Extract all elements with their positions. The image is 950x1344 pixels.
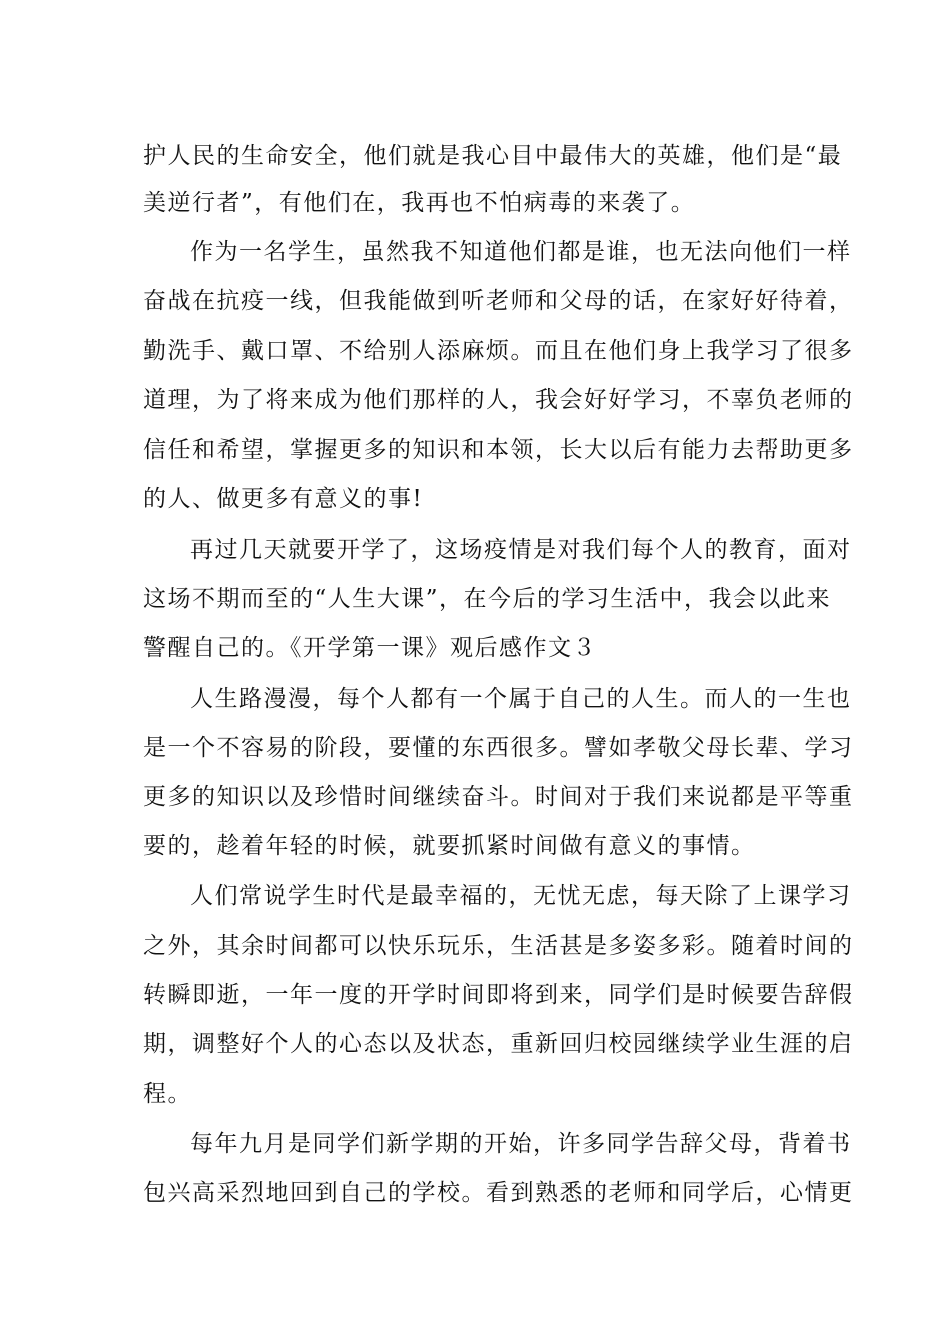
text-line: 转瞬即逝，一年一度的开学时间即将到来，同学们是时候要告辞假 (143, 982, 854, 1008)
text-line: 勤洗手、戴口罩、不给别人添麻烦。而且在他们身上我学习了很多 (143, 338, 854, 364)
paragraph-first-line: 每年九月是同学们新学期的开始，许多同学告辞父母，背着书 (190, 1131, 852, 1157)
paragraph-first-line: 人生路漫漫，每个人都有一个属于自己的人生。而人的一生也 (190, 686, 852, 712)
text-line: 警醒自己的。《开学第一课》观后感作文３ (143, 635, 597, 661)
text-line: 期，调整好个人的心态以及状态，重新回归校园继续学业生涯的启 (143, 1031, 854, 1057)
text-line: 道理，为了将来成为他们那样的人，我会好好学习，不辜负老师的 (143, 387, 854, 413)
text-line: 护人民的生命安全，他们就是我心目中最伟大的英雄，他们是“最 (143, 143, 843, 169)
text-line: 是一个不容易的阶段，要懂的东西很多。譬如孝敬父母长辈、学习 (143, 735, 854, 761)
text-line: 美逆行者”，有他们在，我再也不怕病毒的来袭了。 (143, 190, 696, 216)
text-line: 信任和希望，掌握更多的知识和本领，长大以后有能力去帮助更多 (143, 437, 854, 463)
paragraph-first-line: 再过几天就要开学了，这场疫情是对我们每个人的教育，面对 (190, 537, 852, 563)
text-line: 的人、做更多有意义的事! (143, 486, 424, 512)
paragraph-first-line: 人们常说学生时代是最幸福的，无忧无虑，每天除了上课学习 (190, 883, 852, 909)
text-line: 要的，趁着年轻的时候，就要抓紧时间做有意义的事情。 (143, 833, 756, 859)
text-line: 奋战在抗疫一线，但我能做到听老师和父母的话，在家好好待着， (143, 288, 854, 314)
text-line: 之外，其余时间都可以快乐玩乐，生活甚是多姿多彩。随着时间的 (143, 933, 854, 959)
text-line: 这场不期而至的“人生大课”，在今后的学习生活中，我会以此来 (143, 586, 832, 612)
text-line: 程。 (143, 1081, 192, 1107)
text-line: 更多的知识以及珍惜时间继续奋斗。时间对于我们来说都是平等重 (143, 784, 854, 810)
text-line: 包兴高采烈地回到自己的学校。看到熟悉的老师和同学后，心情更 (143, 1180, 854, 1206)
paragraph-first-line: 作为一名学生，虽然我不知道他们都是谁，也无法向他们一样 (190, 239, 852, 265)
